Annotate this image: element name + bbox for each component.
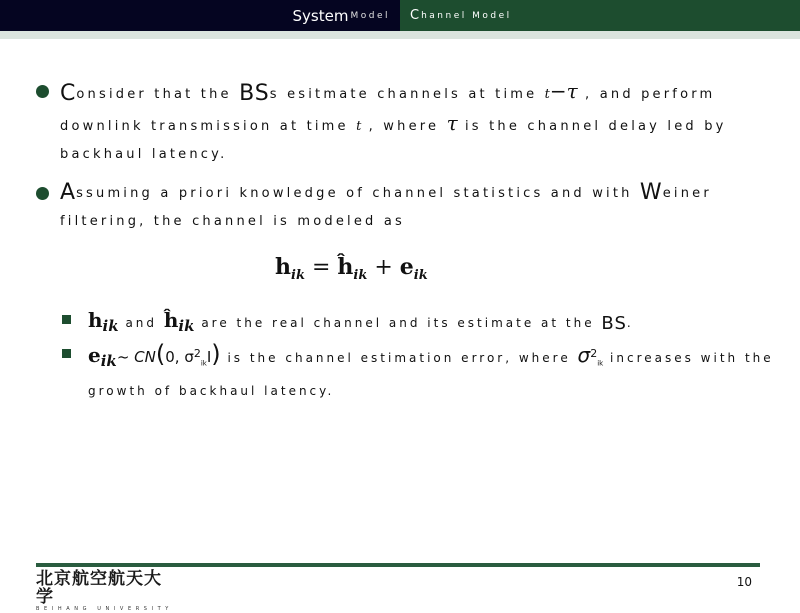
logo-chinese: 北京航空航天大学 [36,569,162,607]
subbullet-2: eik~ CN(0, $\sigma^2_{ik}I$) is the channel estimation error, where $\sigma^2_{ik}$ increases with the growth of backhaul latency. [62,340,782,405]
eq-h: h [275,254,291,280]
sym-e-sub: ik [100,352,117,370]
header-channel-cap: C [410,8,420,23]
section-channel-model [400,0,800,31]
bullet-2 [36,179,776,236]
sym-hhat: ĥ [163,308,179,332]
eq-hhat: ĥ [337,254,354,280]
subbullet-1 [62,306,782,340]
page-number: 10 [736,575,752,589]
math-t-2: t [356,119,362,134]
bullet-1-text-b: s esitmate channels at time [269,87,545,102]
header-bar [0,0,800,31]
bullet-2-text-a: ssuming a priori knowledge of channel statistics and with [76,186,640,201]
sym-sigma-sub: ik [200,359,207,368]
subbullet-1-text: are the real channel and its estimate at the [194,316,602,330]
bullet-dot [36,187,49,200]
bs-label: BS [239,81,270,106]
subbullet-1-period: . [626,316,634,330]
bullet-2-initial: A [60,180,77,205]
math-t: t [544,87,550,102]
slide-body [36,77,776,236]
bullet-2-initial-w: W [639,180,663,205]
university-logo [36,569,176,612]
subbullet-square [62,349,71,358]
eq-e-sub: ik [413,268,428,283]
sym-e: e [88,343,101,367]
sym-sigma-sq: 2 [590,347,598,360]
math-tau: τ [446,111,458,135]
sym-h: h [88,308,103,332]
bullet-1-text-c: , and perform downlink transmission at time [60,87,716,134]
eq-h-sub: ik [291,268,305,283]
bullet-1-text-d: , where [361,119,447,134]
sym-identity: I [206,348,212,366]
subbullet-2-text-a: is the channel estimation error, where [220,351,578,365]
sym-sigma: σ [577,343,591,367]
eq-e: e [399,254,414,280]
header-channel-label: hannel Model [421,10,512,21]
sym-cn: ~ CN [116,348,156,366]
subbullet-2-text-b: increases with the growth of backhaul latency. [88,351,774,399]
subbullet-1-and: and [118,316,164,330]
footer-divider [36,563,760,567]
subbullet-square [62,315,71,324]
sym-hhat-sub: ik [178,317,195,335]
bs-label-2: BS [601,313,627,334]
header-system-label: System [292,6,349,25]
eq-plus: + [367,255,400,280]
bullet-1-text-a: onsider that the [76,87,240,102]
sym-args: 0, σ [165,348,194,366]
logo-english: BEIHANG UNIVERSITY [36,606,173,612]
channel-equation [275,254,428,283]
eq-equals: = [304,255,338,280]
eq-hhat-sub: ik [353,268,368,283]
bullet-1-text-e: is the channel delay led by backhaul latency. [60,119,727,162]
sym-sq: 2 [193,347,201,360]
section-system-model [0,0,400,31]
sym-h-sub: ik [102,317,119,335]
bullet-dot [36,85,49,98]
bullet-1 [36,77,776,169]
bullet-2-text-b: einer filtering, the channel is modeled as [60,186,712,229]
header-model-label: Model [350,10,390,21]
bullet-1-initial: C [60,81,77,106]
sym-sigma-sub-2: ik [597,359,604,368]
math-minus-tau: −τ [549,79,578,103]
header-subbar [0,31,800,39]
